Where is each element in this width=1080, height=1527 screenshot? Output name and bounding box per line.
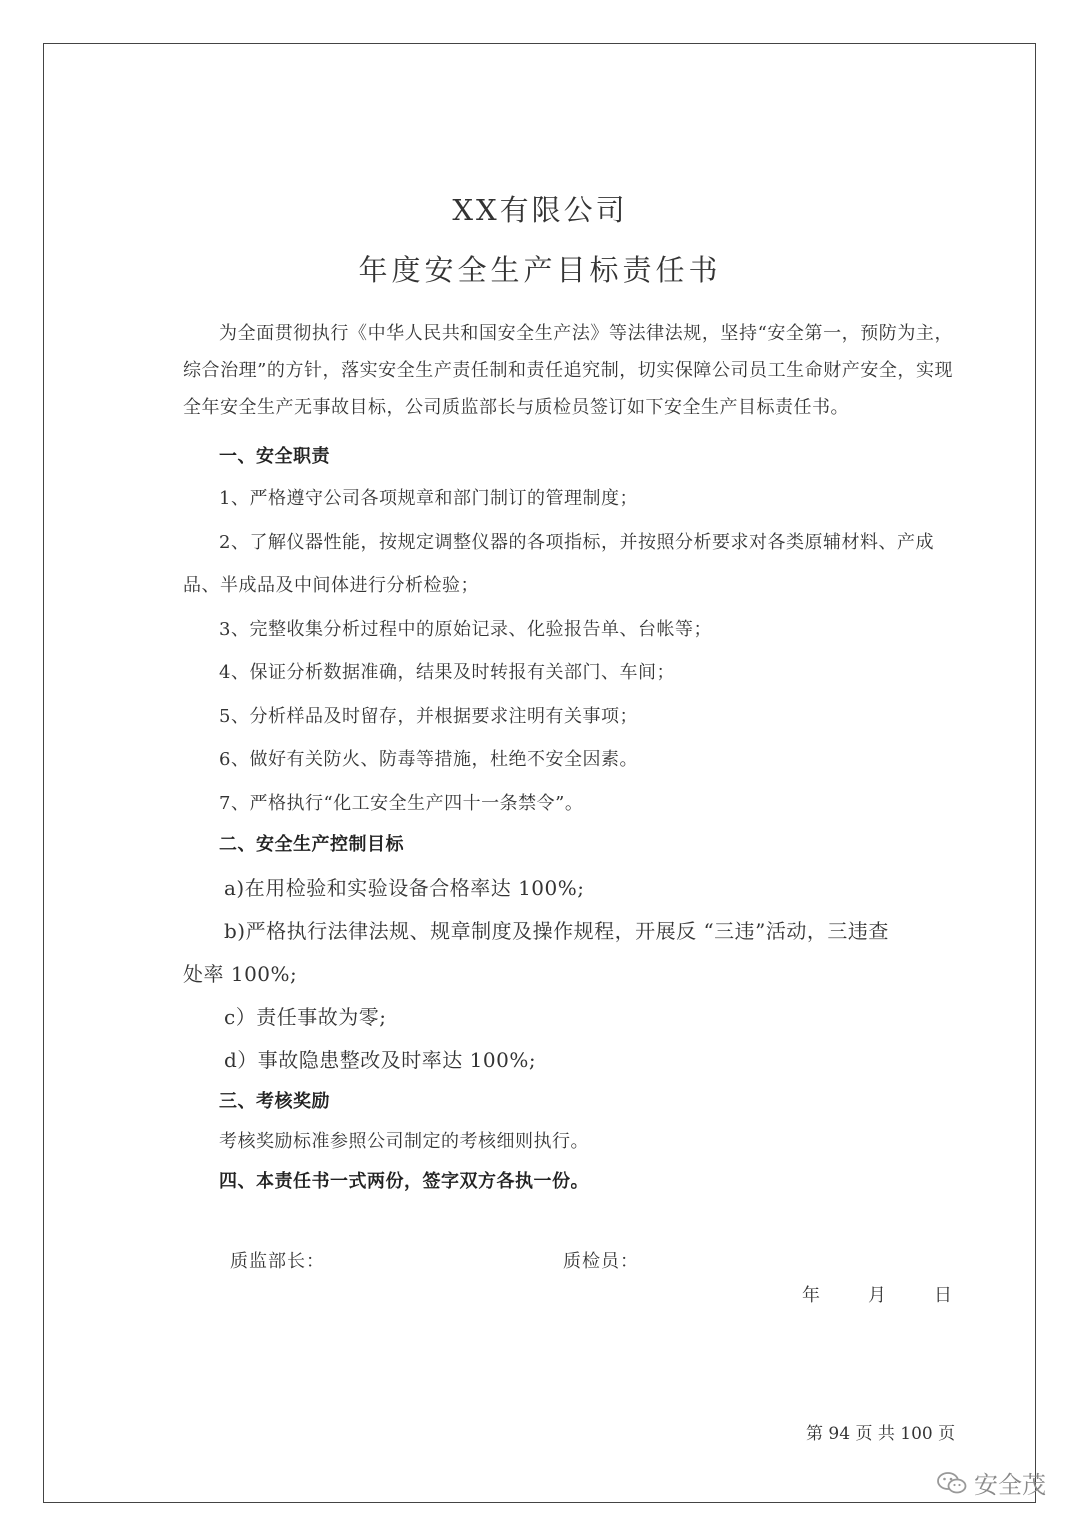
document-title-company: XX有限公司 <box>452 193 628 227</box>
signature-label-inspector: 质检员： <box>563 1251 639 1272</box>
duty-item-3: 3、完整收集分析过程中的原始记录、化验报告单、台帐等； <box>219 619 712 640</box>
wechat-icon <box>936 1470 968 1496</box>
duty-item-2-line1: 2、了解仪器性能，按规定调整仪器的各项指标，并按照分析要求对各类原辅材料、产成 <box>219 532 934 553</box>
watermark-text: 安全茂 <box>974 1471 1046 1499</box>
target-a: a)在用检验和实验设备合格率达 100%; <box>224 876 585 900</box>
duty-item-1: 1、严格遵守公司各项规章和部门制订的管理制度； <box>219 488 638 509</box>
watermark <box>936 1465 1046 1500</box>
section2-heading: 二、安全生产控制目标 <box>219 834 404 855</box>
duty-item-4: 4、保证分析数据准确，结果及时转报有关部门、车间； <box>219 662 675 683</box>
duty-item-5: 5、分析样品及时留存，并根据要求注明有关事项； <box>219 706 638 727</box>
section3-text: 考核奖励标准参照公司制定的考核细则执行。 <box>219 1131 589 1152</box>
date-day: 日 <box>934 1285 952 1306</box>
page-number: 第 94 页 共 100 页 <box>806 1424 956 1444</box>
target-d: d）事故隐患整改及时率达 100%; <box>224 1048 537 1072</box>
duty-item-7: 7、严格执行“化工安全生产四十一条禁令”。 <box>219 793 584 814</box>
target-c: c）责任事故为零; <box>224 1005 387 1029</box>
document-title: 年度安全生产目标责任书 <box>358 253 722 287</box>
section4-heading: 四、本责任书一式两份，签字双方各执一份。 <box>219 1171 589 1192</box>
target-b-line2: 处率 100%; <box>183 962 298 986</box>
duty-item-6: 6、做好有关防火、防毒等措施，杜绝不安全因素。 <box>219 749 638 770</box>
date-year: 年 <box>802 1285 820 1306</box>
intro-paragraph: 为全面贯彻执行《中华人民共和国安全生产法》等法律法规，坚持“安全第一，预防为主，综合治理”的方针，落实安全生产责任制和责任追究制，切实保障公司员工生命财产安全，实现全年安全生产无事故目标，公司质监部长与质检员签订如下安全生产目标责任书。 <box>183 323 953 418</box>
section3-heading: 三、考核奖励 <box>219 1091 330 1112</box>
signature-label-supervisor: 质监部长： <box>230 1251 325 1272</box>
section1-heading: 一、安全职责 <box>219 446 330 467</box>
date-month: 月 <box>868 1285 886 1306</box>
duty-item-2-line2: 品、半成品及中间体进行分析检验； <box>183 575 479 596</box>
target-b-line1: b)严格执行法律法规、规章制度及操作规程，开展反 “三违”活动，三违查 <box>224 919 889 943</box>
